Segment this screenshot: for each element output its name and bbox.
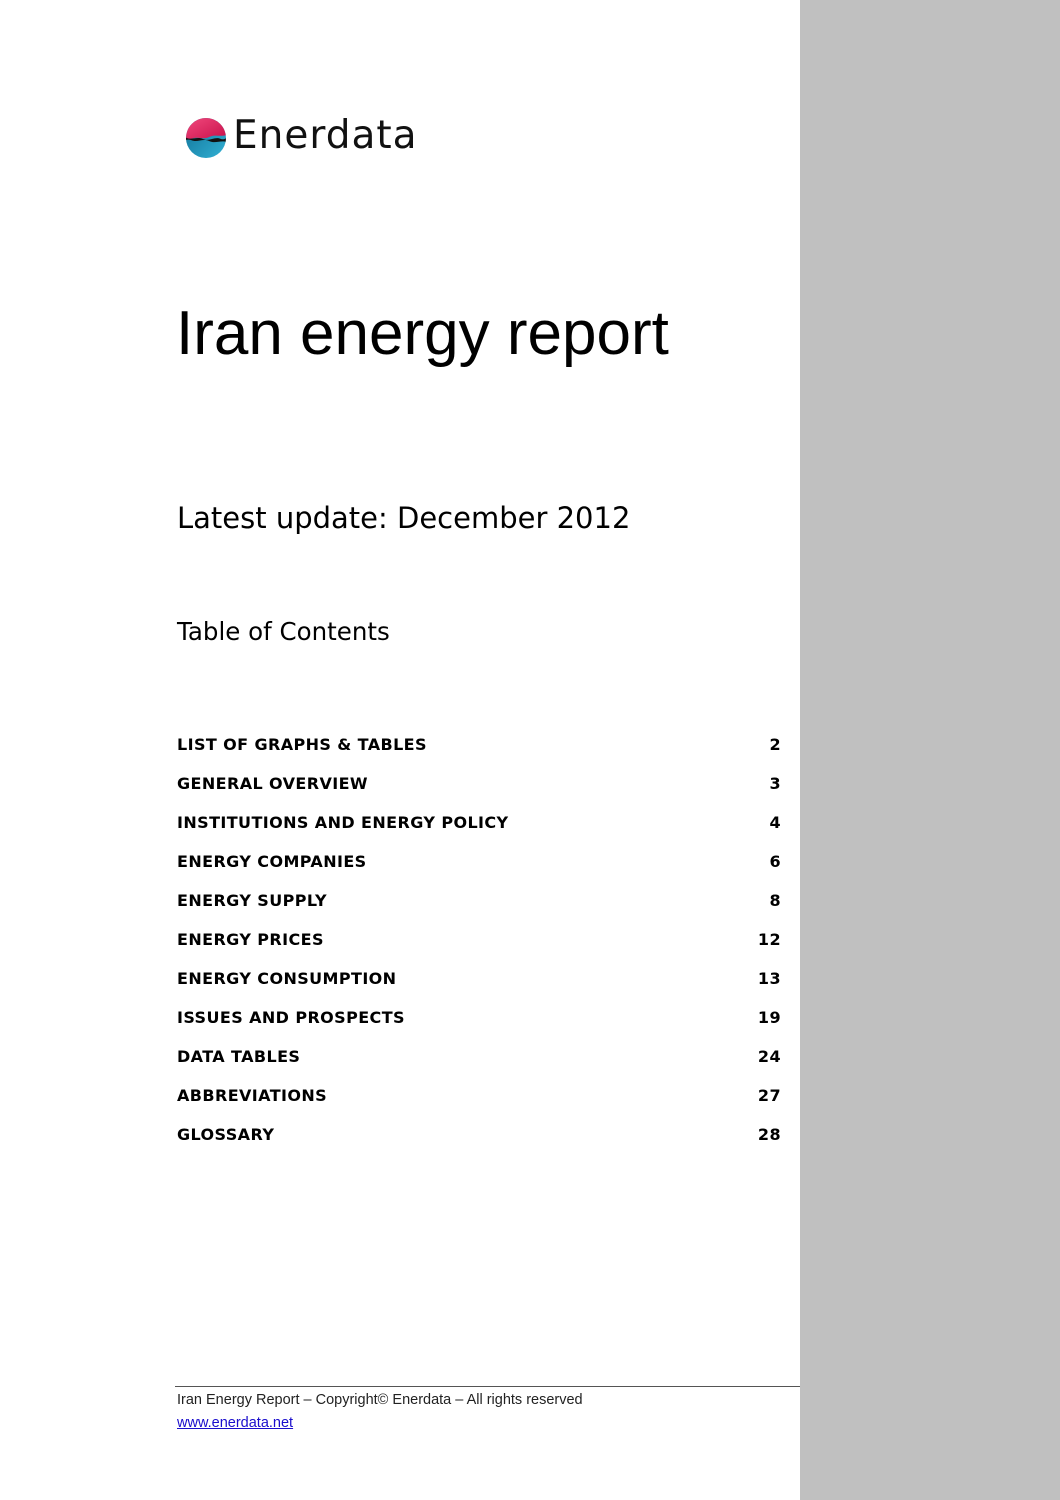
toc-entry-label: ENERGY SUPPLY xyxy=(177,891,327,910)
toc-entry-page: 27 xyxy=(757,1086,781,1105)
enerdata-logo xyxy=(185,113,418,160)
table-of-contents xyxy=(177,731,781,1160)
toc-entry-label: ISSUES AND PROSPECTS xyxy=(177,1008,405,1027)
toc-entry-page: 4 xyxy=(769,813,781,832)
toc-entry-page: 8 xyxy=(769,891,781,910)
latest-update-date: Latest update: December 2012 xyxy=(177,501,631,535)
toc-entry-energy-consumption[interactable] xyxy=(177,965,781,1004)
toc-entry-list-of-graphs-tables[interactable] xyxy=(177,731,781,770)
toc-entry-general-overview[interactable] xyxy=(177,770,781,809)
toc-entry-label: ENERGY PRICES xyxy=(177,930,324,949)
toc-heading: Table of Contents xyxy=(177,617,390,646)
toc-entry-energy-prices[interactable] xyxy=(177,926,781,965)
toc-entry-abbreviations[interactable] xyxy=(177,1082,781,1121)
toc-entry-label: INSTITUTIONS AND ENERGY POLICY xyxy=(177,813,509,832)
toc-entry-page: 19 xyxy=(757,1008,781,1027)
toc-entry-label: GLOSSARY xyxy=(177,1125,275,1144)
toc-entry-page: 3 xyxy=(769,774,781,793)
toc-entry-glossary[interactable] xyxy=(177,1121,781,1160)
footer-copyright: Iran Energy Report – Copyright© Enerdata – All rights reserved xyxy=(177,1392,583,1408)
toc-entry-institutions-energy-policy[interactable] xyxy=(177,809,781,848)
footer-divider xyxy=(175,1386,800,1387)
brand-name: Enerdata xyxy=(233,113,418,158)
toc-entry-label: DATA TABLES xyxy=(177,1047,301,1066)
toc-entry-data-tables[interactable] xyxy=(177,1043,781,1082)
toc-entry-page: 6 xyxy=(769,852,781,871)
enerdata-globe-logo-icon xyxy=(185,117,227,159)
toc-entry-label: ENERGY COMPANIES xyxy=(177,852,367,871)
decorative-side-band xyxy=(800,0,1060,1500)
website-link[interactable]: www.enerdata.net xyxy=(177,1415,294,1431)
toc-entry-page: 24 xyxy=(757,1047,781,1066)
toc-entry-label: LIST OF GRAPHS & TABLES xyxy=(177,735,427,754)
toc-entry-page: 13 xyxy=(757,969,781,988)
toc-entry-page: 28 xyxy=(757,1125,781,1144)
toc-entry-label: GENERAL OVERVIEW xyxy=(177,774,368,793)
document-title: Iran energy report xyxy=(176,299,669,368)
toc-entry-page: 12 xyxy=(757,930,781,949)
toc-entry-page: 2 xyxy=(769,735,781,754)
toc-entry-label: ABBREVIATIONS xyxy=(177,1086,328,1105)
toc-entry-issues-prospects[interactable] xyxy=(177,1004,781,1043)
toc-entry-energy-companies[interactable] xyxy=(177,848,781,887)
toc-entry-energy-supply[interactable] xyxy=(177,887,781,926)
toc-entry-label: ENERGY CONSUMPTION xyxy=(177,969,397,988)
